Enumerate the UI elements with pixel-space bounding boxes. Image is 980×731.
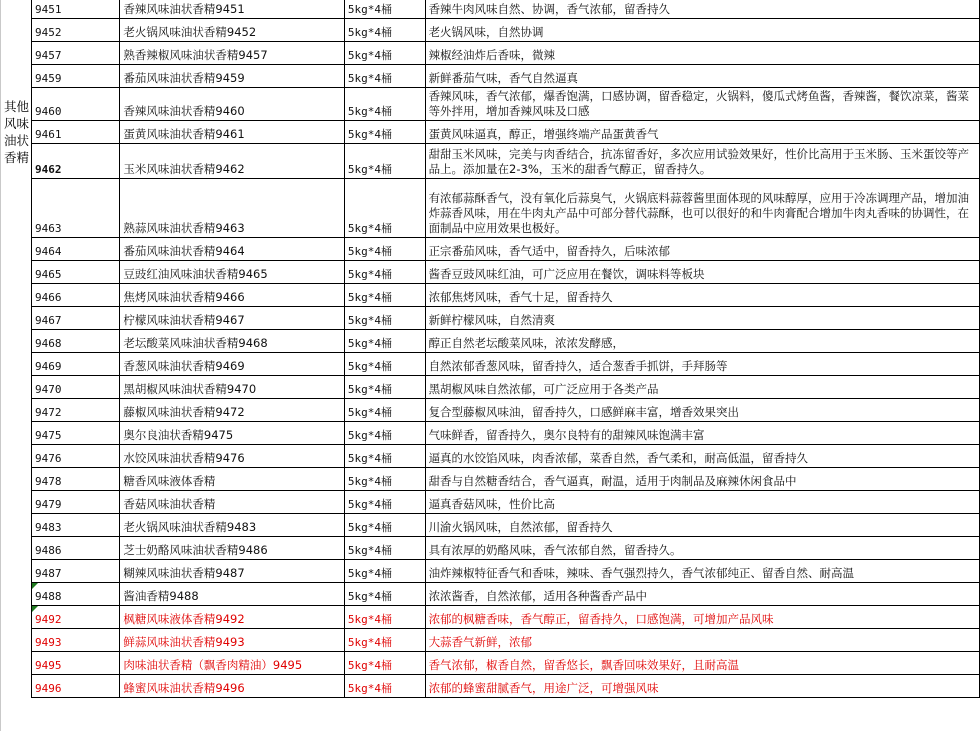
packaging-cell[interactable]: 5kg*4桶 xyxy=(344,560,425,583)
packaging-cell[interactable]: 5kg*4桶 xyxy=(344,537,425,560)
product-name-cell[interactable]: 老火锅风味油状香精9483 xyxy=(120,514,345,537)
table-row xyxy=(32,121,980,144)
product-code-cell[interactable]: 9472 xyxy=(32,399,120,422)
description-cell[interactable]: 辣椒经油炸后香味，微辣 xyxy=(425,42,979,65)
product-code-cell[interactable]: 9487 xyxy=(32,560,120,583)
product-name-cell[interactable]: 糊辣风味油状香精9487 xyxy=(120,560,345,583)
product-name-cell[interactable]: 熟香辣椒风味油状香精9457 xyxy=(120,42,345,65)
packaging-cell[interactable]: 5kg*4桶 xyxy=(344,422,425,445)
table-row xyxy=(32,330,980,353)
table-row xyxy=(32,144,980,179)
product-code-cell[interactable]: 9470 xyxy=(32,376,120,399)
product-code-cell[interactable]: 9464 xyxy=(32,238,120,261)
description-cell[interactable]: 甜甜玉米风味，完美与肉香结合，抗冻留香好，多次应用试验效果好，性价比高用于玉米肠、玉米蛋饺等产品上。添加量在2-3%，玉米的甜香气醇正，留香持久。 xyxy=(425,144,979,179)
packaging-cell[interactable]: 5kg*4桶 xyxy=(344,629,425,652)
packaging-cell[interactable]: 5kg*4桶 xyxy=(344,353,425,376)
product-code-cell[interactable]: 9493 xyxy=(32,629,120,652)
packaging-cell[interactable]: 5kg*4桶 xyxy=(344,19,425,42)
description-cell[interactable]: 浓郁的蜂蜜甜腻香气，用途广泛，可增强风味 xyxy=(425,675,979,698)
category-label: 其他风味油状香精 xyxy=(3,99,29,165)
table-row xyxy=(32,652,980,675)
product-name-cell[interactable]: 老坛酸菜风味油状香精9468 xyxy=(120,330,345,353)
product-name-cell[interactable]: 玉米风味油状香精9462 xyxy=(120,144,345,179)
table-row xyxy=(32,19,980,42)
description-cell[interactable]: 油炸辣椒特征香气和香味，辣味、香气强烈持久，香气浓郁纯正、留香自然、耐高温 xyxy=(425,560,979,583)
table-row xyxy=(32,468,980,491)
product-name-cell[interactable]: 香葱风味油状香精9469 xyxy=(120,353,345,376)
product-code-cell[interactable]: 9466 xyxy=(32,284,120,307)
product-name-cell[interactable]: 芝士奶酪风味油状香精9486 xyxy=(120,537,345,560)
packaging-cell[interactable]: 5kg*4桶 xyxy=(344,606,425,629)
product-code-cell[interactable]: 9468 xyxy=(32,330,120,353)
product-code-cell[interactable]: 9461 xyxy=(32,121,120,144)
packaging-cell[interactable]: 5kg*4桶 xyxy=(344,445,425,468)
packaging-cell[interactable]: 5kg*4桶 xyxy=(344,514,425,537)
table-row xyxy=(32,675,980,698)
product-name-cell[interactable]: 肉味油状香精（飘香肉精油）9495 xyxy=(120,652,345,675)
packaging-cell[interactable]: 5kg*4桶 xyxy=(344,399,425,422)
description-cell[interactable]: 正宗番茄风味，香气适中，留香持久，后味浓郁 xyxy=(425,238,979,261)
packaging-cell[interactable]: 5kg*4桶 xyxy=(344,583,425,606)
product-rows xyxy=(32,0,980,698)
description-cell[interactable]: 具有浓厚的奶酪风味，香气浓郁自然，留香持久。 xyxy=(425,537,979,560)
product-name-cell[interactable]: 酱油香精9488 xyxy=(120,583,345,606)
product-name-cell[interactable]: 藤椒风味油状香精9472 xyxy=(120,399,345,422)
table-row xyxy=(32,560,980,583)
table-row xyxy=(32,491,980,514)
packaging-cell[interactable]: 5kg*4桶 xyxy=(344,307,425,330)
product-name-cell[interactable]: 番茄风味油状香精9459 xyxy=(120,65,345,88)
product-code-cell[interactable]: 9459 xyxy=(32,65,120,88)
description-cell[interactable]: 川渝火锅风味，自然浓郁，留香持久 xyxy=(425,514,979,537)
description-cell[interactable]: 黑胡椒风味自然浓郁，可广泛应用于各类产品 xyxy=(425,376,979,399)
product-name-cell[interactable]: 水饺风味油状香精9476 xyxy=(120,445,345,468)
description-cell[interactable]: 香气浓郁，椒香自然，留香悠长，飘香回味效果好，且耐高温 xyxy=(425,652,979,675)
product-name-cell[interactable]: 糖香风味液体香精 xyxy=(120,468,345,491)
product-code-cell[interactable]: 9492 xyxy=(32,606,120,629)
description-cell[interactable]: 老火锅风味，自然协调 xyxy=(425,19,979,42)
table-row xyxy=(32,629,980,652)
product-name-cell[interactable]: 豆豉红油风味油状香精9465 xyxy=(120,261,345,284)
packaging-cell[interactable]: 5kg*4桶 xyxy=(344,468,425,491)
table-row xyxy=(32,307,980,330)
description-cell[interactable]: 气味鲜香，留香持久，奥尔良特有的甜辣风味饱满丰富 xyxy=(425,422,979,445)
table-row xyxy=(32,353,980,376)
table-row xyxy=(32,284,980,307)
description-cell[interactable]: 大蒜香气新鲜，浓郁 xyxy=(425,629,979,652)
product-name-cell[interactable]: 枫糖风味液体香精9492 xyxy=(120,606,345,629)
table-row xyxy=(32,65,980,88)
packaging-cell[interactable]: 5kg*4桶 xyxy=(344,238,425,261)
packaging-cell[interactable]: 5kg*4桶 xyxy=(344,376,425,399)
packaging-cell[interactable]: 5kg*4桶 xyxy=(344,42,425,65)
product-code-cell[interactable]: 9469 xyxy=(32,353,120,376)
description-cell[interactable]: 香辣风味，香气浓郁，爆香饱满，口感协调，留香稳定，火锅料，傻瓜式烤鱼酱，香辣酱，餐饮凉菜，酱菜等外拌用，增加香辣风味及口感 xyxy=(425,88,979,121)
description-cell[interactable]: 浓郁焦烤风味，香气十足，留香持久 xyxy=(425,284,979,307)
packaging-cell[interactable]: 5kg*4桶 xyxy=(344,330,425,353)
description-cell[interactable]: 甜香与自然糖香结合，香气逼真，耐温，适用于肉制品及麻辣休闲食品中 xyxy=(425,468,979,491)
product-name-cell[interactable]: 香辣风味油状香精9451 xyxy=(120,0,345,19)
packaging-cell[interactable]: 5kg*4桶 xyxy=(344,675,425,698)
product-code-cell[interactable]: 9457 xyxy=(32,42,120,65)
product-code-cell[interactable]: 9475 xyxy=(32,422,120,445)
product-code-cell[interactable]: 9478 xyxy=(32,468,120,491)
packaging-cell[interactable]: 5kg*4桶 xyxy=(344,284,425,307)
packaging-cell[interactable]: 5kg*4桶 xyxy=(344,88,425,121)
table-row xyxy=(32,514,980,537)
product-code-cell[interactable]: 9467 xyxy=(32,307,120,330)
product-code-cell[interactable]: 9476 xyxy=(32,445,120,468)
table-row xyxy=(32,376,980,399)
product-name-cell[interactable]: 柠檬风味油状香精9467 xyxy=(120,307,345,330)
table-row xyxy=(32,238,980,261)
product-code-cell[interactable]: 9486 xyxy=(32,537,120,560)
description-cell[interactable]: 自然浓郁香葱风味，留香持久，适合葱香手抓饼，手拜肠等 xyxy=(425,353,979,376)
product-name-cell[interactable]: 蜂蜜风味油状香精9496 xyxy=(120,675,345,698)
table-row xyxy=(32,0,980,19)
packaging-cell[interactable]: 5kg*4桶 xyxy=(344,144,425,179)
description-cell[interactable]: 浓郁的枫糖香味，香气醇正，留香持久，口感饱满，可增加产品风味 xyxy=(425,606,979,629)
table-row xyxy=(32,42,980,65)
packaging-cell[interactable]: 5kg*4桶 xyxy=(344,65,425,88)
description-cell[interactable]: 复合型藤椒风味油，留香持久，口感鲜麻丰富，增香效果突出 xyxy=(425,399,979,422)
packaging-cell[interactable]: 5kg*4桶 xyxy=(344,179,425,238)
product-table xyxy=(31,0,980,698)
table-row xyxy=(32,261,980,284)
product-name-cell[interactable]: 蛋黄风味油状香精9461 xyxy=(120,121,345,144)
description-cell[interactable]: 有浓郁蒜酥香气，没有氧化后蒜臭气，火锅底料蒜蓉酱里面体现的风味醇厚，应用于冷冻调理产品，增加油炸蒜香风味，用在牛肉丸产品中可部分替代蒜酥，也可以很好的和牛肉膏配合增加牛肉丸香味的协调性，在面制品中应用效果也极好。 xyxy=(425,179,979,238)
description-cell[interactable]: 香辣牛肉风味自然、协调，香气浓郁，留香持久 xyxy=(425,0,979,19)
product-code-cell[interactable]: 9463 xyxy=(32,179,120,238)
packaging-cell[interactable]: 5kg*4桶 xyxy=(344,491,425,514)
product-name-cell[interactable]: 香辣风味油状香精9460 xyxy=(120,88,345,121)
table-row xyxy=(32,537,980,560)
table-row xyxy=(32,399,980,422)
table-row xyxy=(32,422,980,445)
description-cell[interactable]: 酱香豆豉风味红油，可广泛应用在餐饮，调味料等板块 xyxy=(425,261,979,284)
table-row xyxy=(32,88,980,121)
product-code-cell[interactable]: 9495 xyxy=(32,652,120,675)
product-name-cell[interactable]: 焦烤风味油状香精9466 xyxy=(120,284,345,307)
table-row xyxy=(32,179,980,238)
product-code-cell[interactable]: 9483 xyxy=(32,514,120,537)
description-cell[interactable]: 蛋黄风味逼真，醇正，增强终端产品蛋黄香气 xyxy=(425,121,979,144)
description-cell[interactable]: 逼真的水饺馅风味，肉香浓郁，菜香自然，香气柔和，耐高低温，留香持久 xyxy=(425,445,979,468)
product-name-cell[interactable]: 熟蒜风味油状香精9463 xyxy=(120,179,345,238)
table-row xyxy=(32,606,980,629)
product-name-cell[interactable]: 奥尔良油状香精9475 xyxy=(120,422,345,445)
description-cell[interactable]: 新鲜番茄气味，香气自然逼真 xyxy=(425,65,979,88)
product-code-cell[interactable]: 9452 xyxy=(32,19,120,42)
product-name-cell[interactable]: 鲜蒜风味油状香精9493 xyxy=(120,629,345,652)
table-row xyxy=(32,583,980,606)
description-cell[interactable]: 浓浓酱香，自然浓郁，适用各种酱香产品中 xyxy=(425,583,979,606)
product-code-cell[interactable]: 9460 xyxy=(32,88,120,121)
packaging-cell[interactable]: 5kg*4桶 xyxy=(344,261,425,284)
product-name-cell[interactable]: 番茄风味油状香精9464 xyxy=(120,238,345,261)
product-name-cell[interactable]: 黑胡椒风味油状香精9470 xyxy=(120,376,345,399)
description-cell[interactable]: 醇正自然老坛酸菜风味，浓浓发酵感， xyxy=(425,330,979,353)
product-code-cell[interactable]: 9465 xyxy=(32,261,120,284)
description-cell[interactable]: 新鲜柠檬风味，自然清爽 xyxy=(425,307,979,330)
packaging-cell[interactable]: 5kg*4桶 xyxy=(344,0,425,19)
product-name-cell[interactable]: 香菇风味油状香精 xyxy=(120,491,345,514)
product-code-cell[interactable]: 9462 xyxy=(32,144,120,179)
product-name-cell[interactable]: 老火锅风味油状香精9452 xyxy=(120,19,345,42)
product-code-cell[interactable]: 9451 xyxy=(32,0,120,19)
packaging-cell[interactable]: 5kg*4桶 xyxy=(344,652,425,675)
table-row xyxy=(32,445,980,468)
description-cell[interactable]: 逼真香菇风味，性价比高 xyxy=(425,491,979,514)
packaging-cell[interactable]: 5kg*4桶 xyxy=(344,121,425,144)
product-code-cell[interactable]: 9488 xyxy=(32,583,120,606)
product-code-cell[interactable]: 9496 xyxy=(32,675,120,698)
product-code-cell[interactable]: 9479 xyxy=(32,491,120,514)
